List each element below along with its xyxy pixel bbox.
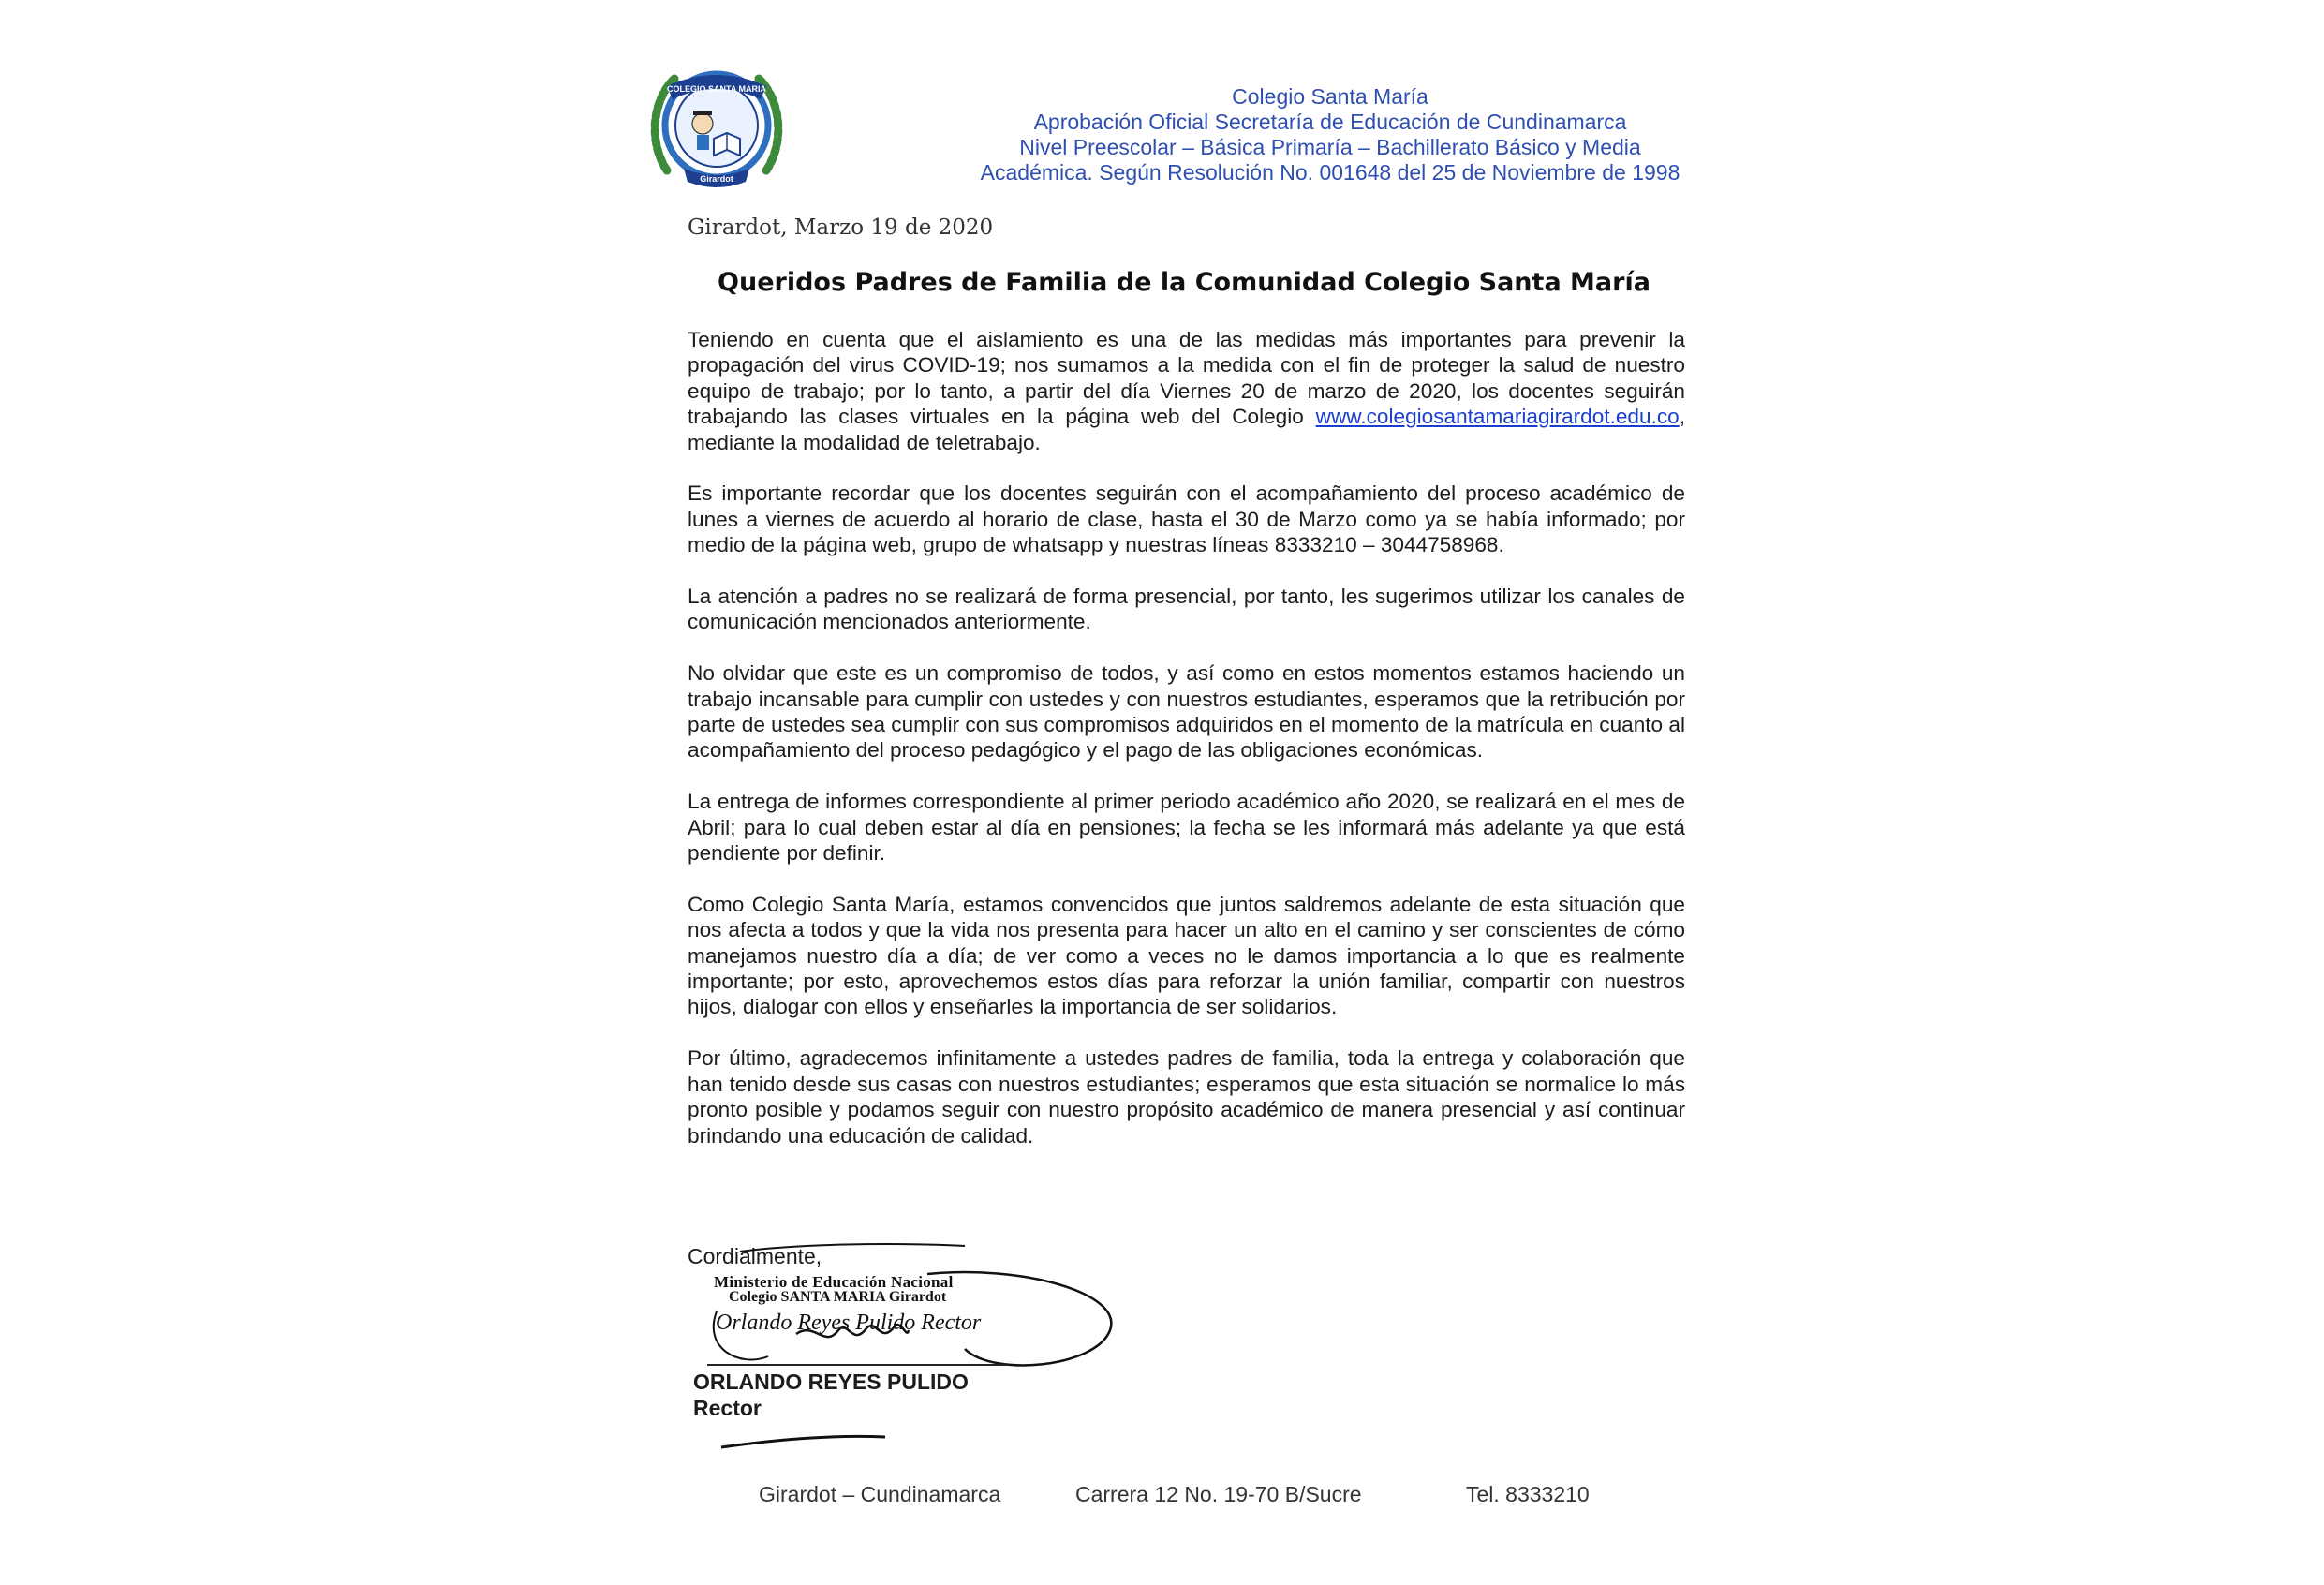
stamp-signer: Orlando Reyes Pulido Rector [716, 1311, 982, 1335]
letterhead [768, 84, 1892, 185]
closing: Cordialmente, [688, 1244, 822, 1268]
footer-address: Carrera 12 No. 19-70 B/Sucre [1075, 1482, 1362, 1506]
approval-line: Aprobación Oficial Secretaría de Educación de Cundinamarca [1033, 110, 1627, 134]
letter-date: Girardot, Marzo 19 de 2020 [688, 215, 994, 240]
svg-text:Girardot: Girardot [700, 174, 733, 184]
paragraph-3: La atención a padres no se realizará de forma presencial, por tanto, les sugerimos utilizar los canales de comunicación mencionados anteriormente. [688, 585, 1685, 634]
paragraph-1 [688, 327, 1685, 455]
paragraph-1-text: Teniendo en cuenta que el aislamiento es una de las medidas más importantes para prevenir la propagación del virus COVID-19; nos sumamos a la medida con el fin de proteger la salud de nuestro equipo de trabajo; por lo tanto, a partir del día Viernes 20 de marzo de 2020, los docentes seguirán trabajando las clases virtuales en la página web del Colegio [688, 328, 1685, 429]
letter-body [688, 327, 1685, 1174]
school-name: Colegio Santa María [1232, 84, 1428, 109]
paragraph-2: Es importante recordar que los docentes seguirán con el acompañamiento del proceso académico de lunes a viernes de acuerdo al horario de clase, hasta el 30 de Marzo como ya se había informado; por medio de la página web, grupo de whatsapp y nuestras líneas 8333210 – 3044758968. [688, 481, 1685, 557]
school-website-link[interactable]: www.colegiosantamariagirardot.edu.co [1315, 405, 1680, 429]
paragraph-1-end: , mediante la modalidad de teletrabajo. [688, 405, 1685, 454]
paragraph-5: La entrega de informes correspondiente al primer periodo académico año 2020, se realizará en el mes de Abril; para lo cual deben estar al día en pensiones; la fecha se les informará más adelante ya que está pendiente por definir. [688, 790, 1685, 866]
footer-city: Girardot – Cundinamarca [759, 1482, 1001, 1506]
signer-role: Rector [693, 1396, 762, 1420]
resolution-line: Académica. Según Resolución No. 001648 del 25 de Noviembre de 1998 [980, 160, 1680, 185]
paragraph-4: No olvidar que este es un compromiso de todos, y así como en estos momentos estamos haciendo un trabajo incansable para cumplir con ustedes y con nuestros estudiantes, esperamos que la retribución por parte de ustedes sea cumplir con sus compromisos adquiridos en el momento de la matrícula en cuanto al acompañamiento del proceso pedagógico y el pago de las obligaciones económicas. [688, 661, 1685, 763]
svg-text:COLEGIO SANTA MARIA: COLEGIO SANTA MARIA [667, 84, 766, 94]
signer-name: ORLANDO REYES PULIDO [693, 1370, 969, 1394]
school-logo [646, 58, 787, 199]
footer-phone: Tel. 8333210 [1466, 1482, 1590, 1506]
stamp-ministry: Ministerio de Educación Nacional [714, 1273, 954, 1291]
handwritten-signature [684, 1237, 1133, 1461]
signature-line [707, 1364, 1007, 1366]
levels-line: Nivel Preescolar – Básica Primaría – Bachillerato Básico y Media [1019, 135, 1641, 159]
stamp-school: Colegio SANTA MARIA Girardot [729, 1289, 947, 1305]
paragraph-7: Por último, agradecemos infinitamente a ustedes padres de familia, toda la entrega y colaboración que han tenido desde sus casas con nuestros estudiantes; esperamos que esta situación se normalice lo más pronto posible y podamos seguir con nuestro propósito académico de manera presencial y así continuar brindando una educación de calidad. [688, 1046, 1685, 1148]
salutation: Queridos Padres de Familia de la Comunidad Colegio Santa María [718, 268, 1650, 297]
paragraph-6: Como Colegio Santa María, estamos convencidos que juntos saldremos adelante de esta situación que nos afecta a todos y que la vida nos presenta para hacer un alto en el camino y ser conscientes de cómo manejamos nuestro día a día; de ver como a veces no le damos importancia a lo que es realmente importante; por esto, aprovechemos estos días para reforzar la unión familiar, compartir con nuestros hijos, dialogar con ellos y enseñarles la importancia de ser solidarios. [688, 892, 1685, 1019]
